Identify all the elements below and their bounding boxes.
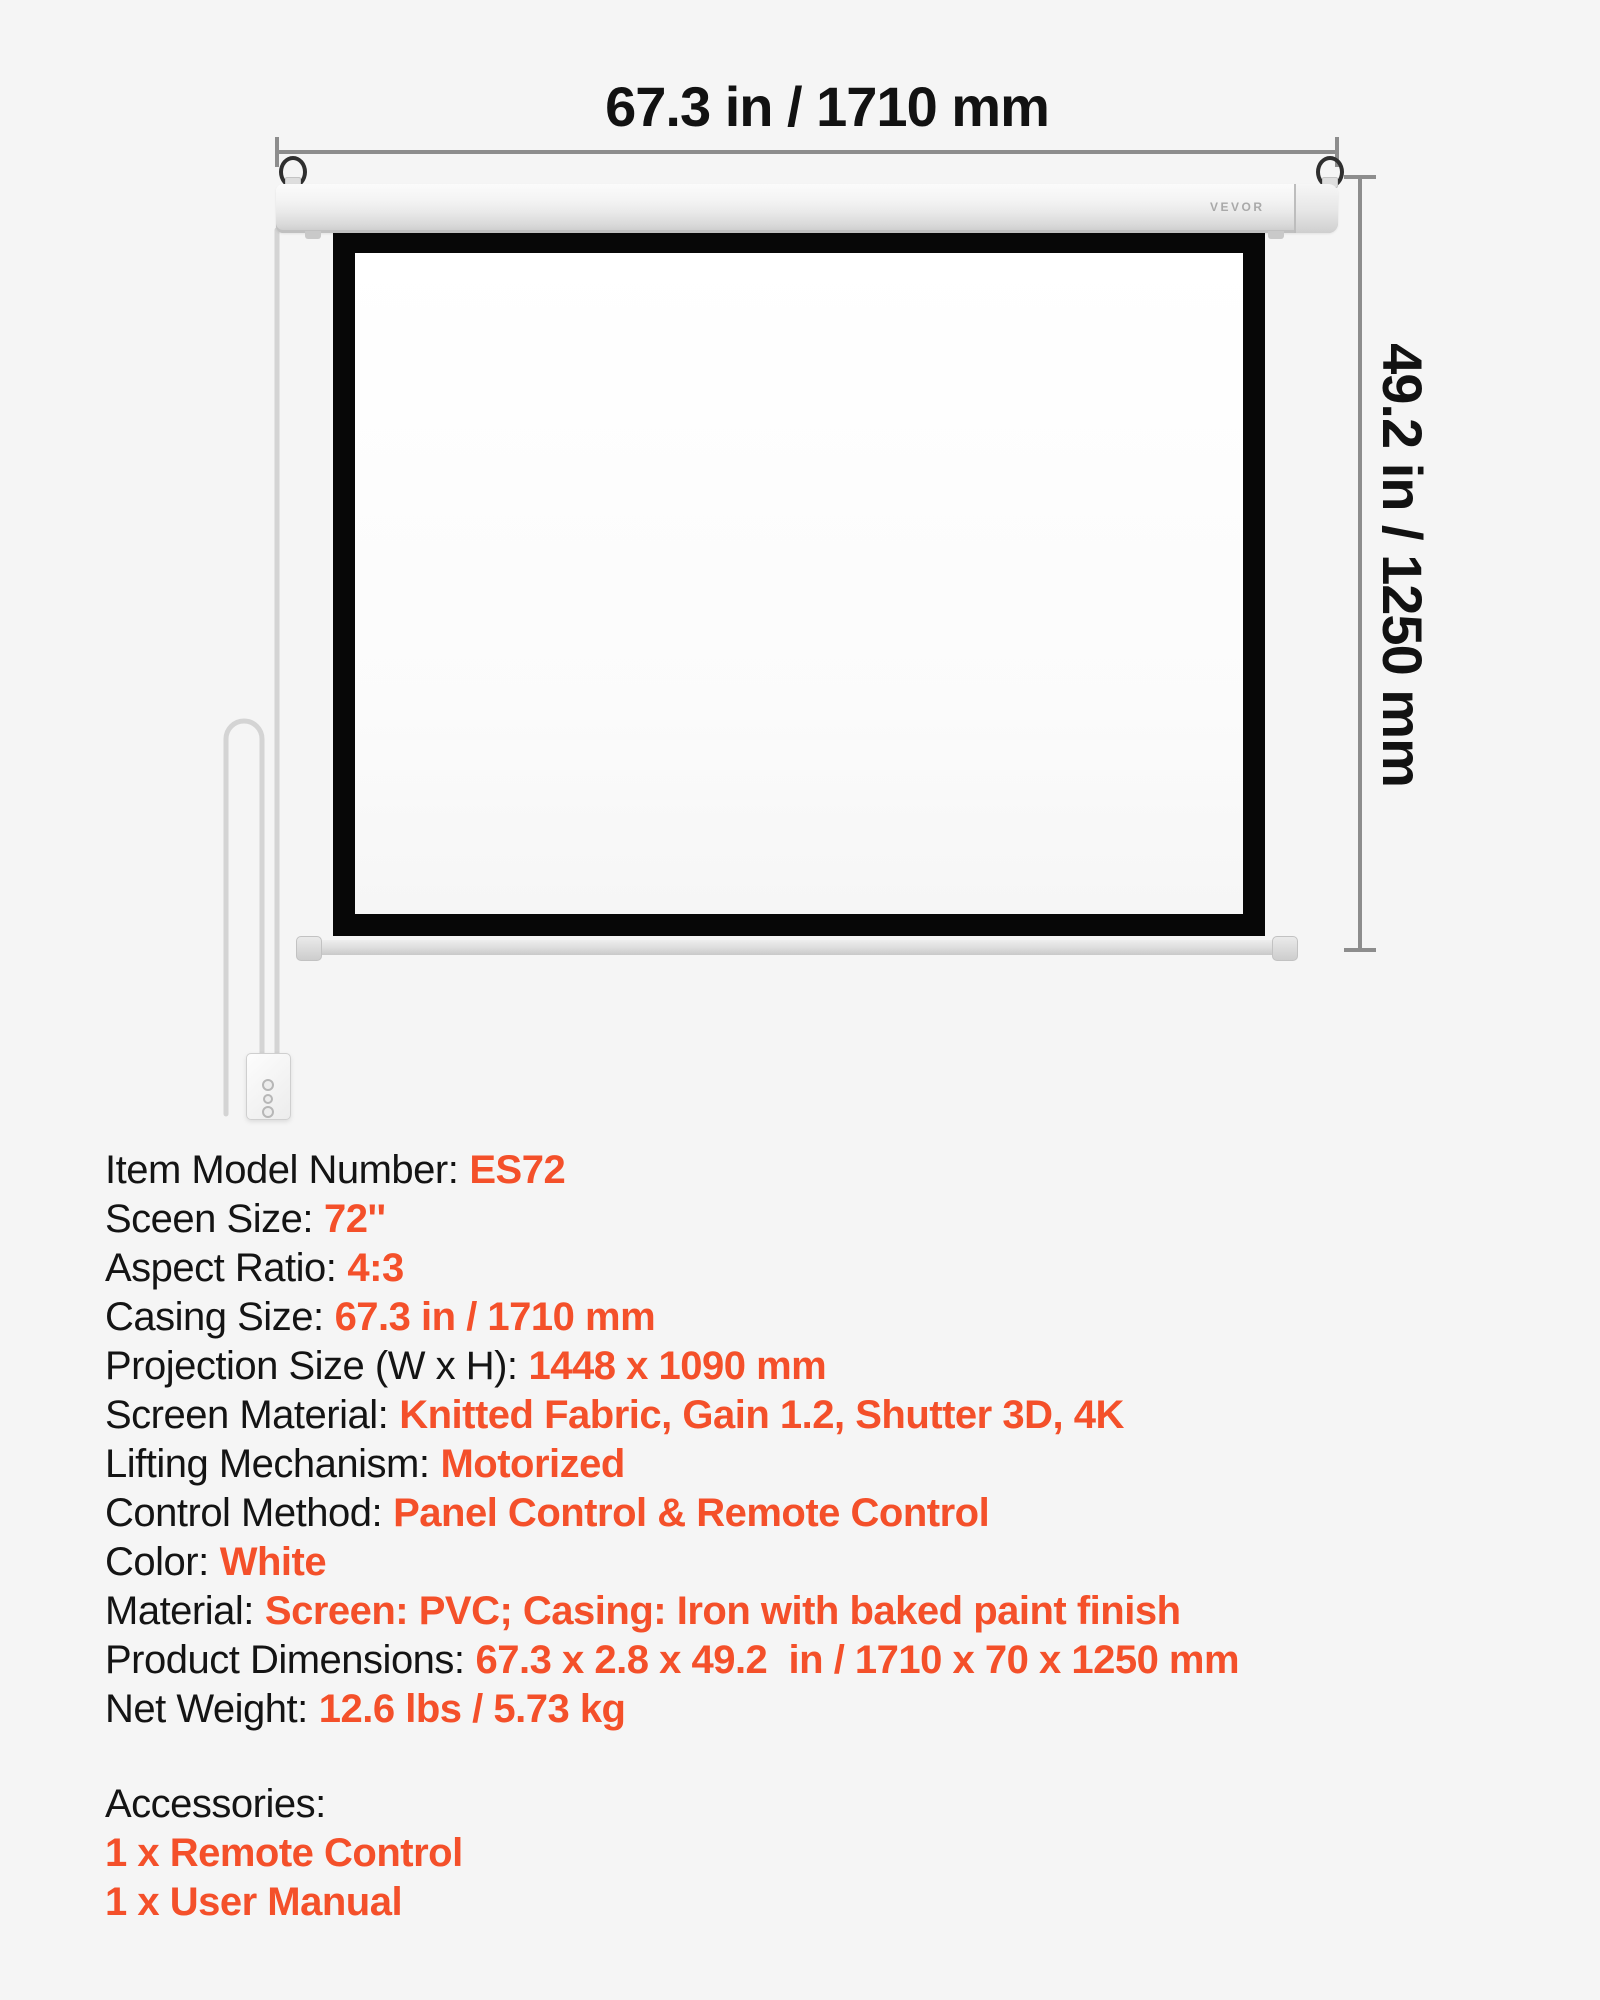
spec-value: White	[219, 1540, 327, 1584]
height-dimension-tick-bottom	[1344, 948, 1376, 952]
spec-value: 67.3 in / 1710 mm	[334, 1295, 656, 1339]
control-panel-box	[246, 1053, 291, 1120]
spec-label: Color:	[105, 1540, 209, 1584]
height-dimension-line	[1358, 177, 1362, 951]
spec-value: Knitted Fabric, Gain 1.2, Shutter 3D, 4K	[399, 1393, 1124, 1437]
spec-row-color	[105, 1538, 1525, 1587]
spec-row-screen-material	[105, 1391, 1525, 1440]
vevor-logo: VEVOR	[1210, 200, 1265, 214]
accessories-title: Accessories:	[105, 1782, 326, 1826]
spec-row-aspect-ratio	[105, 1244, 1525, 1293]
spec-row-product-dimensions	[105, 1636, 1525, 1685]
bottom-bar-cap-right	[1272, 936, 1298, 961]
width-dimension-tick-left	[275, 137, 279, 167]
control-up-button	[262, 1079, 274, 1091]
spec-label: Projection Size (W x H):	[105, 1344, 518, 1388]
spec-row-screen-size	[105, 1195, 1525, 1244]
spec-label: Control Method:	[105, 1491, 383, 1535]
screen-projection-surface	[355, 253, 1243, 914]
spec-label: Product Dimensions:	[105, 1638, 465, 1682]
mount-tab-right	[1268, 231, 1284, 239]
spec-row-casing-size	[105, 1293, 1525, 1342]
spec-label: Sceen Size:	[105, 1197, 313, 1241]
bottom-weight-bar	[305, 940, 1290, 955]
spec-label: Aspect Ratio:	[105, 1246, 337, 1290]
width-dimension-line	[277, 150, 1337, 154]
screen-casing	[276, 184, 1338, 233]
height-dimension-tick-top	[1344, 175, 1376, 179]
height-dimension-label: 49.2 in / 1250 mm	[1371, 343, 1434, 787]
spec-row-material	[105, 1587, 1525, 1636]
casing-end-cap-right	[1294, 184, 1338, 233]
accessories-section	[105, 1780, 1525, 1927]
control-stop-button	[263, 1094, 273, 1104]
spec-label: Material:	[105, 1589, 254, 1633]
accessories-item-remote: 1 x Remote Control	[105, 1831, 463, 1875]
spec-row-model	[105, 1146, 1525, 1195]
screen-black-border	[333, 231, 1265, 936]
spec-label: Net Weight:	[105, 1687, 308, 1731]
bottom-bar-cap-left	[296, 936, 322, 961]
spec-row-lifting-mechanism	[105, 1440, 1525, 1489]
spec-label: Screen Material:	[105, 1393, 389, 1437]
control-down-button	[262, 1106, 274, 1118]
width-dimension-label: 67.3 in / 1710 mm	[605, 75, 1049, 138]
spec-value: Panel Control & Remote Control	[393, 1491, 990, 1535]
spec-value: 4:3	[347, 1246, 404, 1290]
spec-value: Motorized	[440, 1442, 625, 1486]
spec-label: Casing Size:	[105, 1295, 324, 1339]
spec-label: Item Model Number:	[105, 1148, 459, 1192]
spec-row-control-method	[105, 1489, 1525, 1538]
spec-value: Screen: PVC; Casing: Iron with baked paint finish	[264, 1589, 1181, 1633]
spec-value: 1448 x 1090 mm	[528, 1344, 827, 1388]
spec-row-projection-size	[105, 1342, 1525, 1391]
spec-value: 67.3 x 2.8 x 49.2 in / 1710 x 70 x 1250 mm	[475, 1638, 1240, 1682]
spec-value: 12.6 lbs / 5.73 kg	[318, 1687, 626, 1731]
spec-row-net-weight	[105, 1685, 1525, 1734]
accessories-item-manual: 1 x User Manual	[105, 1880, 403, 1924]
spec-value: 72''	[323, 1197, 386, 1241]
spec-label: Lifting Mechanism:	[105, 1442, 430, 1486]
spec-value: ES72	[469, 1148, 566, 1192]
mount-tab-left	[305, 231, 321, 239]
spec-list	[105, 1146, 1525, 1927]
